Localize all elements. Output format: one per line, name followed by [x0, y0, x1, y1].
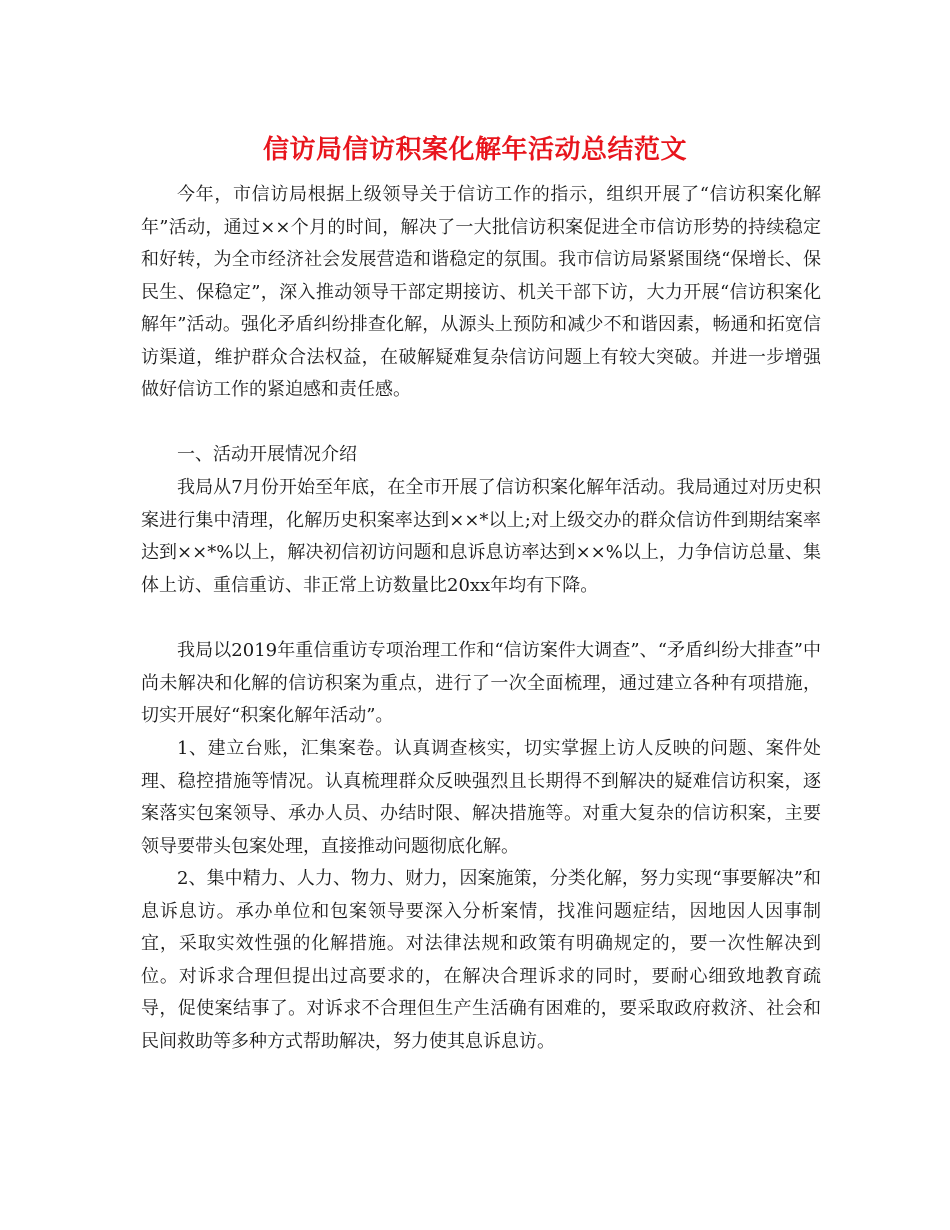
- paragraph-item-2: 2、集中精力、人力、物力、财力，因案施策，分类化解，努力实现“事要解决”和息诉息访。承办单位和包案领导要深入分析案情，找准问题症结，因地因人因事制宜，采取实效性强的化解措施。对法律法规和政策有明确规定的，要一次性解决到位。对诉求合理但提出过高要求的，在解决合理诉求的同时，要耐心细致地教育疏导，促使案结事了。对诉求不合理但生产生活确有困难的，要采取政府救济、社会和民间救助等多种方式帮助解决，努力使其息诉息访。: [141, 868, 821, 1052]
- document-title: 信访局信访积案化解年活动总结范文: [262, 135, 687, 165]
- paragraph-intro: 今年，市信访局根据上级领导关于信访工作的指示，组织开展了“信访积案化解年”活动，通过××个月的时间，解决了一大批信访积案促进全市信访形势的持续稳定和好转，为全市经济社会发展营造和谐稳定的氛围。我市信访局紧紧围绕“保增长、保民生、保稳定”，深入推动领导干部定期接访、机关干部下访，大力开展“信访积案化解年”活动。强化矛盾纠纷排查化解，从源头上预防和减少不和谐因素，畅通和拓宽信访渠道，维护群众合法权益，在破解疑难复杂信访问题上有较大突破。并进一步增强做好信访工作的紧迫感和责任感。: [141, 184, 821, 400]
- paragraph-item-1: 1、建立台账，汇集案卷。认真调查核实，切实掌握上访人反映的问题、案件处理、稳控措施等情况。认真梳理群众反映强烈且长期得不到解决的疑难信访积案，逐案落实包案领导、承办人员、办结时限、解决措施等。对重大复杂的信访积案，主要领导要带头包案处理，直接推动问题彻底化解。: [141, 738, 821, 857]
- paragraph-activity-results: 我局从7月份开始至年底，在全市开展了信访积案化解年活动。我局通过对历史积案进行集中清理，化解历史积案率达到××*以上;对上级交办的群众信访件到期结案率达到××*%以上，解决初信初访问题和息诉息访率达到××%以上，力争信访总量、集体上访、重信重访、非正常上访数量比20xx年均有下降。: [141, 477, 821, 596]
- section-heading-activity: 一、活动开展情况介绍: [177, 444, 357, 465]
- paragraph-focus: 我局以2019年重信重访专项治理工作和“信访案件大调查”、“矛盾纠纷大排查”中尚未解决和化解的信访积案为重点，进行了一次全面梳理，通过建立各种有项措施，切实开展好“积案化解年活动”。: [141, 640, 821, 726]
